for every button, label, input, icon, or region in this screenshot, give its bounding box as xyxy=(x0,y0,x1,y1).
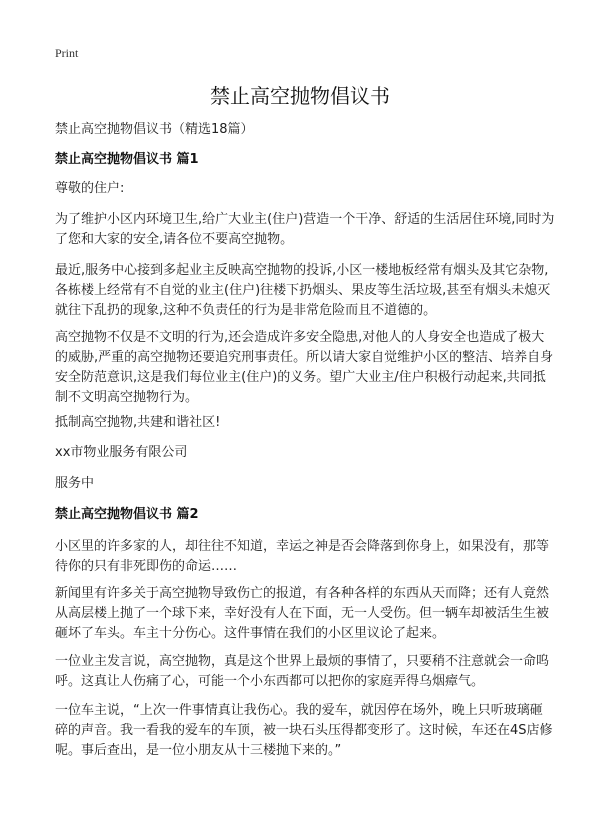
document-title: 禁止高空抛物倡议书 xyxy=(210,84,390,108)
section-2-paragraph-3: 一位业主发言说，高空抛物，真是这个世界上最烦的事情了，只要稍不注意就会一命呜呼。这真让人伤痛了心，可能一个小东西都可以把你的家庭弄得乌烟瘴气。 xyxy=(55,654,550,689)
section-1-paragraph-1: 为了维护小区内环境卫生,给广大业主(住户)营造一个干净、舒适的生活居住环境,同时为了您和大家的安全,请各位不要高空抛物。 xyxy=(55,212,555,247)
print-label[interactable]: Print xyxy=(55,46,79,60)
section-1-paragraph-3: 高空抛物不仅是不文明的行为,还会造成许多安全隐患,对他人的人身安全也造成了极大的威胁,严重的高空抛物还要追究刑事责任。所以请大家自觉维护小区的整洁、培养自身安全防范意识,这是我们每位业主(住户)的义务。望广大业主/住户积极行动起来,共同抵制不文明高空抛物行为。 xyxy=(55,330,554,405)
section-2-paragraph-2: 新闻里有许多关于高空抛物导致伤亡的报道，有各种各样的东西从天而降；还有人竟然从高层楼上抛了一个球下来，幸好没有人在下面，无一人受伤。但一辆车却被活生生被砸坏了车头。车主十分伤心。这件事情在我们的小区里议论了起来。 xyxy=(55,586,550,641)
greeting: 尊敬的住户: xyxy=(55,181,125,196)
section-2-paragraph-4: 一位车主说，“上次一件事情真让我伤心。我的爱车，就因停在场外，晚上只听玻璃砸碎的声音。我一看我的爱车的车顶，被一块石头压得都变形了。这时候，车还在4S店修呢。事后查出，是一位小朋友从十三楼抛下来的。” xyxy=(55,703,553,758)
company-name: xx市物业服务有限公司 xyxy=(55,445,188,460)
section-2-paragraph-1: 小区里的许多家的人，却往往不知道，幸运之神是否会降落到你身上，如果没有，那等待你的只有非死即伤的命运…… xyxy=(55,539,550,574)
section-1-paragraph-2: 最近,服务中心接到多起业主反映高空抛物的投诉,小区一楼地板经常有烟头及其它杂物,各栋楼上经常有不自觉的业主(住户)往楼下扔烟头、果皮等生活垃圾,甚至有烟头未熄灭就往下乱扔的现象,这种不负责任的行为是非常危险而且不道德的。 xyxy=(55,263,551,318)
section-2-heading: 禁止高空抛物倡议书 篇2 xyxy=(55,507,199,522)
department-name: 服务中 xyxy=(55,476,95,491)
document-subtitle: 禁止高空抛物倡议书（精选18篇） xyxy=(55,122,254,137)
section-1-paragraph-4: 抵制高空抛物,共建和谐社区! xyxy=(55,415,221,430)
section-1-heading: 禁止高空抛物倡议书 篇1 xyxy=(55,152,199,167)
